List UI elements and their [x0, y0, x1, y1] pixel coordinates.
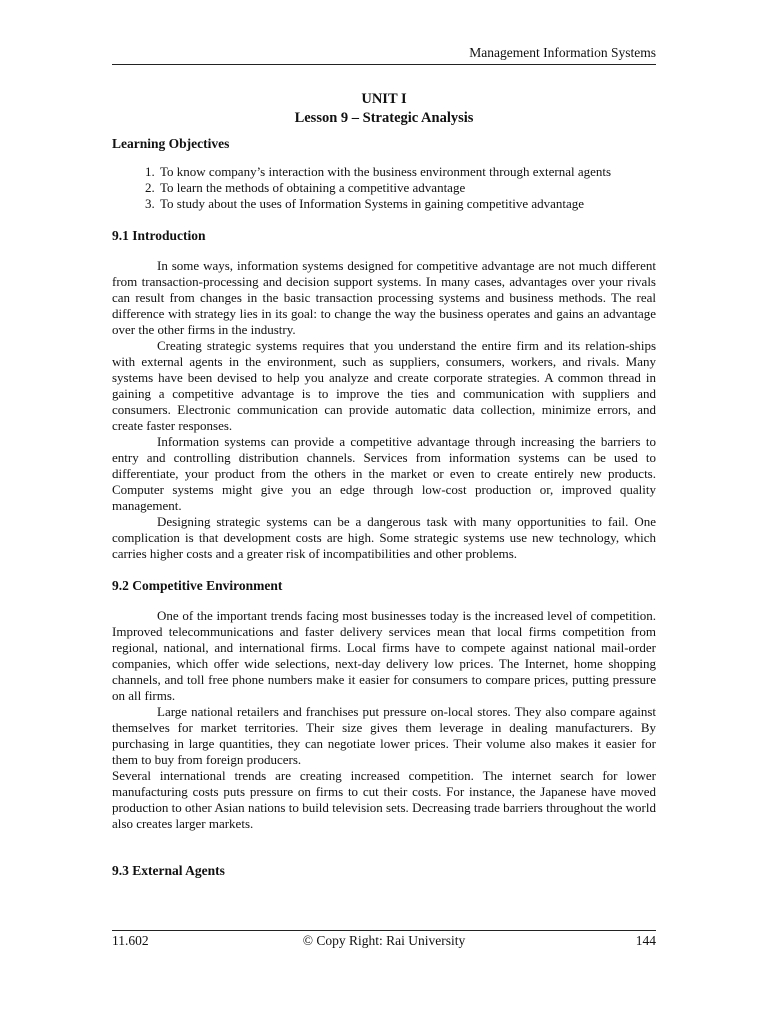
- objective-item: 2. To learn the methods of obtaining a competitive advantage: [158, 180, 656, 196]
- unit-title: UNIT I: [361, 91, 407, 107]
- paragraph: Designing strategic systems can be a dangerous task with many opportunities to fail. One complication is that development costs are high. Some strategic systems use new technology, which carries higher costs and a greater risk of incompatibilities and other problems.: [112, 514, 656, 561]
- objective-item: 3. To study about the uses of Information Systems in gaining competitive advantage: [158, 196, 656, 212]
- section-heading-external-agents: 9.3 External Agents: [112, 863, 225, 878]
- page-number: 144: [635, 933, 656, 948]
- paragraph: In some ways, information systems designed for competitive advantage are not much different from transaction-processing and decision support systems. In many cases, advantages over your rivals can result from changes in the basic transaction processing systems and business methods. The real difference with strategy lies in its goal: to change the way the business operates and gains an advantage over the other firms in the industry.: [112, 258, 656, 337]
- header-divider: [112, 64, 656, 65]
- running-header: Management Information Systems: [469, 45, 656, 60]
- paragraph: One of the important trends facing most businesses today is the increased level of competition. Improved telecommunications and faster delivery services mean that local firms competition from regional, national, and international firms. Local firms have to compete against national mail-order companies, which offer wide selections, next-day delivery low prices. The Internet, home shopping channels, and toll free phone numbers make it easier for consumers to compare prices, putting pressure on all firms.: [112, 608, 656, 703]
- page-content: [112, 90, 656, 893]
- objective-item: 1. To know company’s interaction with the business environment through external agents: [158, 164, 656, 180]
- lesson-title: Lesson 9 – Strategic Analysis: [294, 110, 474, 126]
- copyright-notice: © Copy Right: Rai University: [302, 933, 466, 948]
- paragraph: Large national retailers and franchises put pressure on-local stores. They also compare against themselves for market territories. Their size gives them leverage in dealing manufacturers. By purchasing in large quantities, they can negotiate lower prices. Their volume also makes it easier for them to buy from foreign producers.: [112, 704, 656, 767]
- section-heading-introduction: 9.1 Introduction: [112, 228, 206, 243]
- learning-objectives-heading: Learning Objectives: [112, 136, 230, 151]
- section-heading-competitive-environment: 9.2 Competitive Environment: [112, 578, 283, 593]
- footer-divider: [112, 930, 656, 931]
- course-code: 11.602: [112, 933, 149, 948]
- learning-objectives-list: [112, 164, 656, 212]
- paragraph: Creating strategic systems requires that you understand the entire firm and its relation-ships with external agents in the environment, such as suppliers, consumers, workers, and rivals. Many systems have been devised to help you analyze and create corporate strategies. A common thread in gaining a competitive advantage is to improve the ties and communication with suppliers and consumers. Electronic communication can provide automatic data collection, minimize errors, and create faster responses.: [112, 338, 656, 433]
- paragraph: Information systems can provide a competitive advantage through increasing the barriers to entry and controlling distribution channels. Services from information systems can be used to differentiate, your product from the others in the market or even to create entirely new products. Computer systems might give you an edge through low-cost production or, improved quality management.: [112, 434, 656, 513]
- paragraph: Several international trends are creating increased competition. The internet search for lower manufacturing costs puts pressure on firms to cut their costs. For instance, the Japanese have moved production to other Asian nations to build television sets. Decreasing trade barriers throughout the world also creates larger markets.: [112, 768, 656, 831]
